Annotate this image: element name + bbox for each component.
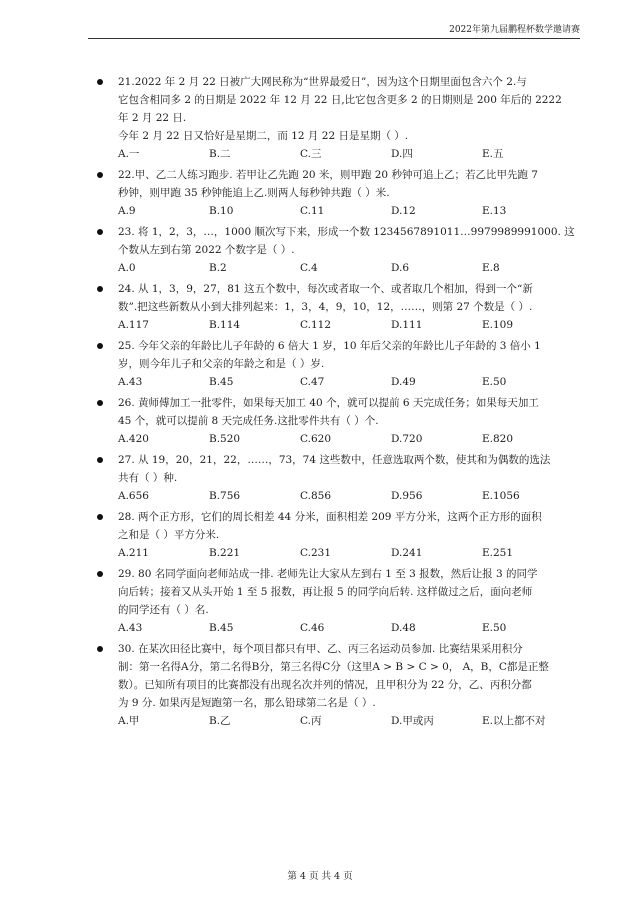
answer-option: D.111 xyxy=(391,319,423,331)
question-text-line: 25. 今年父亲的年龄比儿子年龄的 6 倍大 1 岁，10 年后父亲的年龄比儿子年龄的 3 倍小 1 xyxy=(118,340,541,352)
question-item xyxy=(0,223,640,277)
answer-option: D.四 xyxy=(391,148,413,160)
answer-options xyxy=(118,619,560,637)
answer-option: E.50 xyxy=(482,622,507,634)
question-text-line: 数）。已知所有项目的比赛都没有出现名次并列的情况，且甲积分为 22 分，乙、丙积分都 xyxy=(118,679,532,691)
question-stem xyxy=(118,337,560,373)
question-stem xyxy=(118,640,560,712)
answer-option: D.49 xyxy=(391,376,416,388)
answer-option: C.11 xyxy=(300,205,325,217)
answer-option: B.756 xyxy=(209,490,241,502)
question-text-line: 数”.把这些新数从小到大排列起来：1，3，4，9，10，12，……，则第 27 个数是（ ）. xyxy=(118,301,533,313)
answer-option: A.43 xyxy=(118,376,143,388)
question-text-line: 30. 在某次田径比赛中，每个项目都只有甲、乙、丙三名运动员参加. 比赛结果采用积分 xyxy=(118,643,523,655)
answer-option: D.48 xyxy=(391,622,416,634)
answer-option: B.乙 xyxy=(209,715,231,727)
question-stem xyxy=(118,166,560,202)
answer-option: A.656 xyxy=(118,490,149,502)
answer-option: B.45 xyxy=(209,622,234,634)
question-stem xyxy=(118,223,575,259)
answer-option: E.820 xyxy=(482,433,514,445)
question-item xyxy=(0,394,640,448)
question-text-line: 29. 80 名同学面向老师站成一排. 老师先让大家从左到右 1 至 3 报数，然后让报 3 的同学 xyxy=(118,568,538,580)
answer-option: C.4 xyxy=(300,262,318,274)
answer-option: E.五 xyxy=(482,148,504,160)
question-item xyxy=(0,508,640,562)
question-text-line: 23. 将 1，2，3，…，1000 顺次写下来，形成一个数 1234567891011…9979989991000. 这 xyxy=(118,226,575,238)
question-item xyxy=(0,166,640,220)
bullet-dot-icon xyxy=(97,229,103,235)
answer-options xyxy=(118,487,560,505)
question-text-line: 24. 从 1，3，9，27，81 这五个数中，每次或者取一个、或者取几个相加，得到一个“新 xyxy=(118,283,533,295)
answer-option: B.114 xyxy=(209,319,241,331)
question-item xyxy=(0,280,640,334)
page-number-footer: 第 4 页 共 4 页 xyxy=(287,871,353,882)
answer-option: A.甲 xyxy=(118,715,140,727)
answer-option: B.二 xyxy=(209,148,231,160)
answer-options xyxy=(118,373,560,391)
answer-option: A.一 xyxy=(118,148,140,160)
exam-title-header: 2022年第九届鹏程杯数学邀请赛 xyxy=(449,25,580,35)
answer-option: E.50 xyxy=(482,376,507,388)
answer-option: B.45 xyxy=(209,376,234,388)
bullet-dot-icon xyxy=(97,514,103,520)
question-text-line: 年 2 月 22 日. xyxy=(118,112,187,124)
answer-options xyxy=(118,712,560,730)
bullet-dot-icon xyxy=(97,646,103,652)
answer-option: B.10 xyxy=(209,205,234,217)
question-stem xyxy=(118,451,560,487)
bullet-dot-icon xyxy=(97,457,103,463)
bullet-dot-icon xyxy=(97,400,103,406)
question-text-line: 26. 黄师傅加工一批零件，如果每天加工 40 个，就可以提前 6 天完成任务；如果每天加工 xyxy=(118,397,539,409)
question-text-line: 今年 2 月 22 日又恰好是星期二，而 12 月 22 日是星期（ ）. xyxy=(118,130,409,142)
bullet-dot-icon xyxy=(97,286,103,292)
question-text-line: 它包含相同多 2 的日期是 2022 年 12 月 22 日,比它包含更多 2 的日期则是 200 年后的 2222 xyxy=(118,94,562,106)
question-stem xyxy=(118,280,560,316)
answer-option: C.112 xyxy=(300,319,332,331)
answer-option: D.241 xyxy=(391,547,423,559)
question-text-line: 秒钟，则甲跑 35 秒钟能追上乙.则两人每秒钟共跑（ ）米. xyxy=(118,187,390,199)
question-text-line: 的同学还有（ ）名. xyxy=(118,604,209,616)
answer-option: D.6 xyxy=(391,262,410,274)
question-stem xyxy=(118,508,560,544)
question-item xyxy=(0,640,640,730)
question-text-line: 个数从左到右第 2022 个数字是（ ）. xyxy=(118,244,295,256)
question-text-line: 制：第一名得A分，第二名得B分，第三名得C分（这里A > B > C > 0， A，B，C都是正整 xyxy=(118,661,549,673)
question-stem xyxy=(118,73,560,145)
answer-option: E.13 xyxy=(482,205,507,217)
answer-option: A.211 xyxy=(118,547,149,559)
answer-options xyxy=(118,544,560,562)
question-stem xyxy=(118,565,560,619)
answer-options xyxy=(118,202,560,220)
question-item xyxy=(0,565,640,637)
bullet-dot-icon xyxy=(97,79,103,85)
question-text-line: 之和是（ ）平方分米. xyxy=(118,529,220,541)
answer-option: A.9 xyxy=(118,205,136,217)
question-text-line: 21.2022 年 2 月 22 日被广大网民称为“世界最爱日”，因为这个日期里面包含六个 2.与 xyxy=(118,76,527,88)
question-text-line: 向后转；接着又从头开始 1 至 5 报数，再让报 5 的同学向后转. 这样做过之后，面向老师 xyxy=(118,586,533,598)
answer-option: A.420 xyxy=(118,433,149,445)
bullet-dot-icon xyxy=(97,571,103,577)
question-text-line: 共有（ ）种. xyxy=(118,472,178,484)
answer-option: D.甲或丙 xyxy=(391,715,434,727)
question-item xyxy=(0,451,640,505)
question-item xyxy=(0,337,640,391)
answer-option: E.109 xyxy=(482,319,514,331)
answer-option: B.221 xyxy=(209,547,241,559)
answer-option: E.以上都不对 xyxy=(482,715,546,727)
answer-options xyxy=(118,316,560,334)
answer-options xyxy=(118,259,560,277)
question-text-line: 45 个，就可以提前 8 天完成任务.这批零件共有（ ）个. xyxy=(118,415,379,427)
answer-option: C.47 xyxy=(300,376,325,388)
answer-option: C.丙 xyxy=(300,715,322,727)
answer-option: E.251 xyxy=(482,547,514,559)
answer-option: A.43 xyxy=(118,622,143,634)
answer-option: C.620 xyxy=(300,433,332,445)
answer-option: C.三 xyxy=(300,148,322,160)
answer-option: B.2 xyxy=(209,262,227,274)
question-text-line: 28. 两个正方形，它们的周长相差 44 分米，面积相差 209 平方分米，这两个正方形的面积 xyxy=(118,511,542,523)
question-list xyxy=(0,73,640,733)
answer-option: D.720 xyxy=(391,433,423,445)
answer-option: E.8 xyxy=(482,262,500,274)
answer-option: B.520 xyxy=(209,433,241,445)
question-item xyxy=(0,73,640,163)
answer-options xyxy=(118,145,560,163)
question-text-line: 为 9 分. 如果丙是短跑第一名，那么铅球第二名是（ ）. xyxy=(118,697,376,709)
answer-options xyxy=(118,430,560,448)
bullet-dot-icon xyxy=(97,343,103,349)
question-text-line: 27. 从 19，20，21，22，……，73，74 这些数中，任意选取两个数，使其和为偶数的选法 xyxy=(118,454,551,466)
answer-option: D.956 xyxy=(391,490,423,502)
answer-option: D.12 xyxy=(391,205,416,217)
question-text-line: 岁，则今年儿子和父亲的年龄之和是（ ）岁. xyxy=(118,358,325,370)
answer-option: C.46 xyxy=(300,622,325,634)
answer-option: A.0 xyxy=(118,262,136,274)
answer-option: A.117 xyxy=(118,319,149,331)
answer-option: C.231 xyxy=(300,547,332,559)
answer-option: E.1056 xyxy=(482,490,520,502)
header-divider xyxy=(88,38,580,39)
bullet-dot-icon xyxy=(97,172,103,178)
question-text-line: 22.甲、乙二人练习跑步. 若甲让乙先跑 20 米，则甲跑 20 秒钟可追上乙；若乙比甲先跑 7 xyxy=(118,169,538,181)
answer-option: C.856 xyxy=(300,490,332,502)
question-stem xyxy=(118,394,560,430)
